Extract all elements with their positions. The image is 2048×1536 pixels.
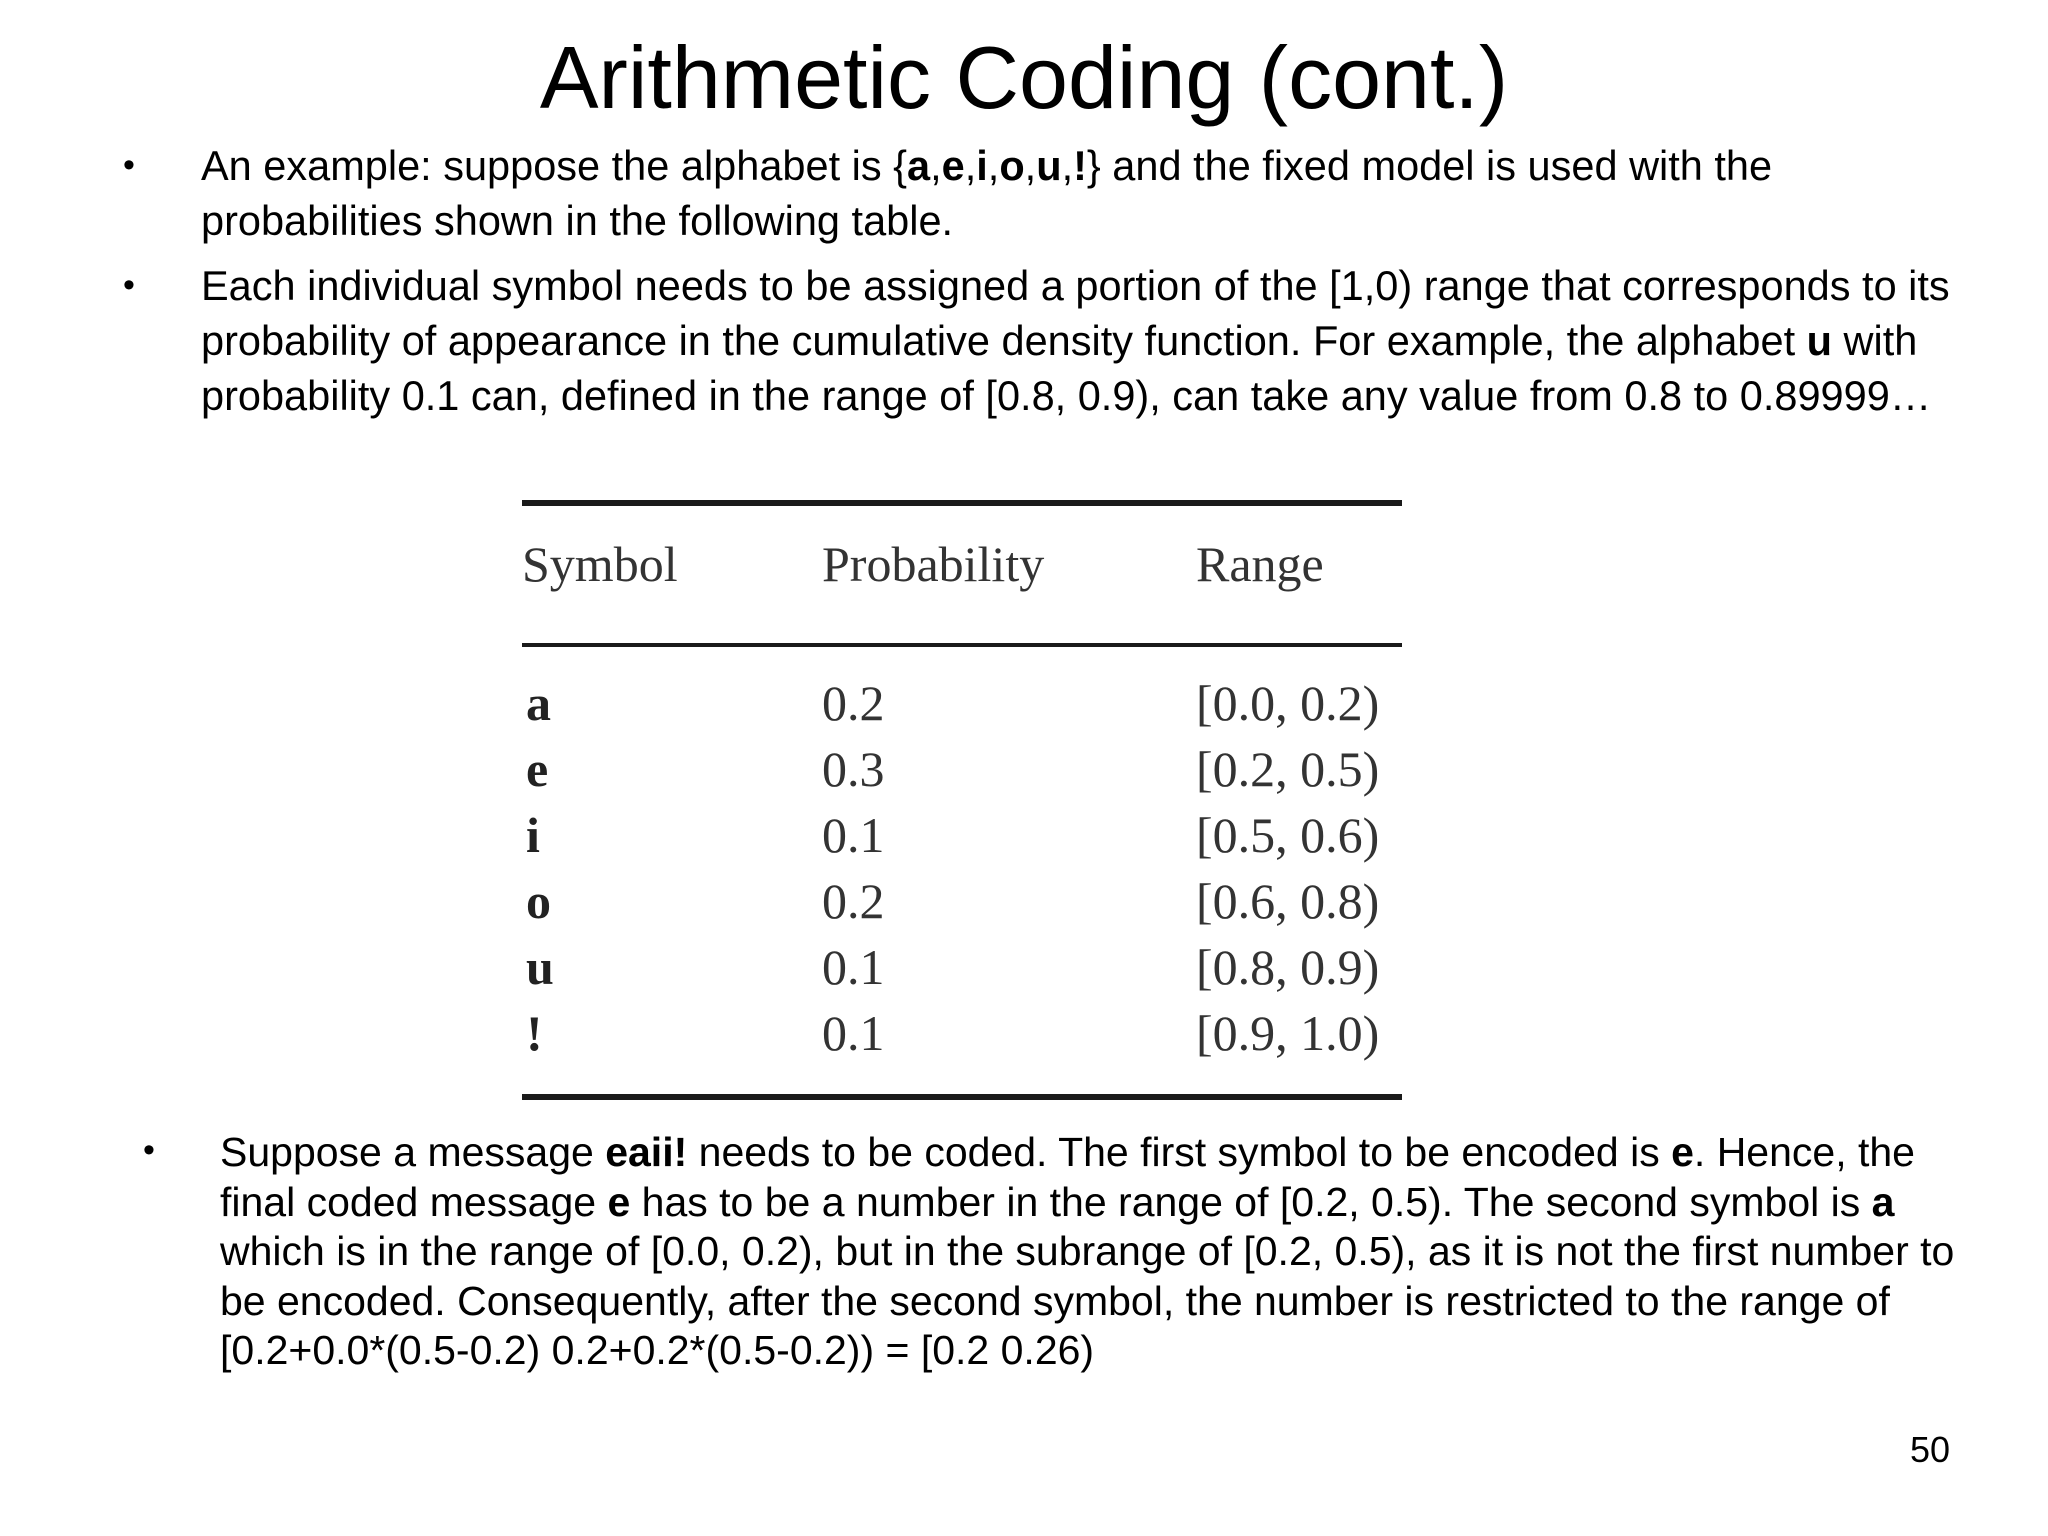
cell-range: [0.2, 0.5) — [1196, 741, 1380, 797]
cell-probability: 0.1 — [822, 807, 885, 863]
bullet-text: Each individual symbol needs to be assigned a portion of the [1,0) range that corresponds to its probability of appearance in the cumulative density function. For example, the alphabet u with probability 0.1 can, defined in the range of [0.8, 0.9), can take any value from 0.8 to 0.89999… — [201, 262, 1950, 419]
cell-symbol: a — [526, 675, 551, 731]
bullet-point-icon: • — [143, 1131, 155, 1169]
bullet-text: Suppose a message eaii! needs to be coded. The first symbol to be encoded is e. Hence, the final coded message e has to be a number in the range of [0.2, 0.5). The second symbol is a which is in the range of [0.0, 0.2), but in the subrange of [0.2, 0.5), as it is not the first number to be encoded. Consequently, after the second symbol, the number is restricted to the range of [0.2+0.0*(0.5-0.2) 0.2+0.2*(0.5-0.2)) = [0.2 0.26) — [220, 1129, 1955, 1373]
table-row — [522, 802, 1402, 868]
cell-symbol: u — [526, 939, 554, 995]
table-row — [522, 934, 1402, 1000]
table-row — [522, 670, 1402, 736]
cell-probability: 0.1 — [822, 939, 885, 995]
cell-range: [0.9, 1.0) — [1196, 1005, 1380, 1061]
page-number: 50 — [1909, 1429, 1950, 1470]
table-header-rule — [522, 643, 1402, 647]
cell-probability: 0.2 — [822, 873, 885, 929]
cell-symbol: ! — [526, 1005, 543, 1061]
table-row — [522, 1000, 1402, 1066]
cell-probability: 0.2 — [822, 675, 885, 731]
cell-probability: 0.1 — [822, 1005, 885, 1061]
cell-range: [0.0, 0.2) — [1196, 675, 1380, 731]
bullet-point-icon: • — [123, 266, 135, 304]
bullet-point-icon: • — [123, 146, 135, 184]
slide-title: Arithmetic Coding (cont.) — [539, 28, 1509, 127]
cell-symbol: o — [526, 873, 551, 929]
table-body — [522, 670, 1402, 1066]
bullet-text: An example: suppose the alphabet is {a,e,i,o,u,!} and the fixed model is used with the probabilities shown in the following table. — [201, 142, 1773, 244]
cell-symbol: e — [526, 741, 549, 797]
table-top-rule — [522, 500, 1402, 506]
header-range: Range — [1196, 536, 1324, 592]
table-row — [522, 868, 1402, 934]
table-row — [522, 736, 1402, 802]
cell-symbol: i — [526, 807, 540, 863]
probability-table — [522, 494, 1402, 1106]
cell-range: [0.5, 0.6) — [1196, 807, 1380, 863]
header-symbol: Symbol — [522, 536, 678, 592]
table-bottom-rule — [522, 1094, 1402, 1100]
cell-probability: 0.3 — [822, 741, 885, 797]
cell-range: [0.6, 0.8) — [1196, 873, 1380, 929]
cell-range: [0.8, 0.9) — [1196, 939, 1380, 995]
header-probability: Probability — [822, 536, 1045, 592]
